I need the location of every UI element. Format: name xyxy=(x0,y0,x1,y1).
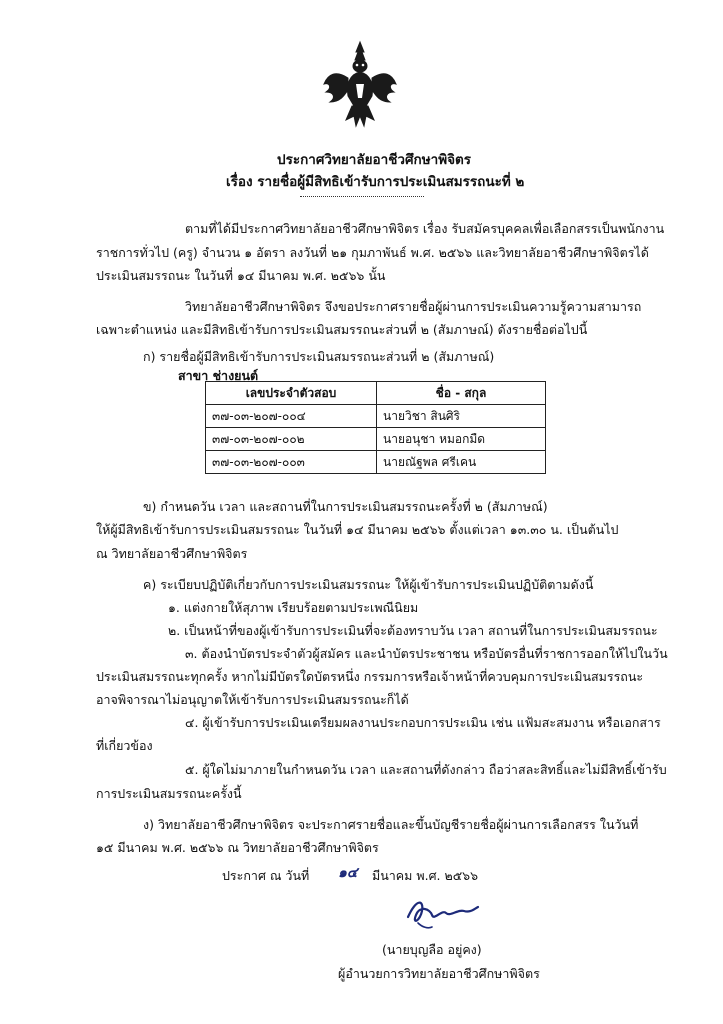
announcement-title: ประกาศวิทยาลัยอาชีวศึกษาพิจิตร xyxy=(277,152,472,168)
candidate-name-cell: นายวิชา สินศิริ xyxy=(377,405,546,428)
rule-item-4-line2: ที่เกี่ยวข้อง xyxy=(96,738,153,753)
signer-title: ผู้อำนวยการวิทยาลัยอาชีวศึกษาพิจิตร xyxy=(338,966,540,981)
table-row xyxy=(206,428,546,451)
section-a-heading: ก) รายชื่อผู้มีสิทธิเข้ารับการประเมินสมรรถนะส่วนที่ ๒ (สัมภาษณ์) xyxy=(143,349,495,364)
garuda-emblem-icon xyxy=(322,40,398,128)
exam-id-cell: ๓๗-๐๓-๒๐๗-๐๐๒ xyxy=(206,428,377,451)
signer-name: (นายบุญลือ อยู่คง) xyxy=(382,942,482,957)
rule-item-3-line1: ๓. ต้องนำบัตรประจำตัวผู้สมัคร และนำบัตรประชาชน หรือบัตรอื่นที่ราชการออกให้ไปในวัน xyxy=(185,646,668,661)
candidate-name-cell: นายอนุชา หมอกมืด xyxy=(377,428,546,451)
intro-p2-line1: วิทยาลัยอาชีวศึกษาพิจิตร จึงขอประกาศรายชื่อผู้ผ่านการประเมินความรู้ความสามารถ xyxy=(185,299,642,314)
announcement-subject: เรื่อง รายชื่อผู้มีสิทธิเข้ารับการประเมินสมรรถนะที่ ๒ xyxy=(226,174,525,190)
section-d-line2: ๑๕ มีนาคม พ.ศ. ๒๕๖๖ ณ วิทยาลัยอาชีวศึกษาพิจิตร xyxy=(96,840,379,855)
column-header-name: ชื่อ - สกุล xyxy=(377,382,546,405)
intro-p1-line1: ตามที่ได้มีประกาศวิทยาลัยอาชีวศึกษาพิจิตร เรื่อง รับสมัครบุคคลเพื่อเลือกสรรเป็นพนักงาน xyxy=(185,221,665,236)
handwritten-day: ๑๔ xyxy=(338,865,358,881)
rule-item-3-line3: อาจพิจารณาไม่อนุญาตให้เข้ารับการประเมินสมรรถนะก็ได้ xyxy=(96,692,409,707)
section-b-line1: ข) กำหนดวัน เวลา และสถานที่ในการประเมินสมรรถนะครั้งที่ ๒ (สัมภาษณ์) xyxy=(143,499,548,514)
candidate-name-cell: นายณัฐพล ศรีเคน xyxy=(377,451,546,474)
announce-date-prefix: ประกาศ ณ วันที่ xyxy=(222,868,310,883)
intro-p1-line3: ประเมินสมรรถนะ ในวันที่ ๑๔ มีนาคม พ.ศ. ๒๕๖๖ นั้น xyxy=(96,268,386,283)
rule-item-5-line2: การประเมินสมรรถนะครั้งนี้ xyxy=(96,786,242,801)
candidate-table xyxy=(205,381,546,474)
rule-item-4-line1: ๔. ผู้เข้ารับการประเมินเตรียมผลงานประกอบการประเมิน เช่น แฟ้มสะสมงาน หรือเอกสาร xyxy=(185,715,661,730)
exam-id-cell: ๓๗-๐๓-๒๐๗-๐๐๔ xyxy=(206,405,377,428)
section-b-line3: ณ วิทยาลัยอาชีวศึกษาพิจิตร xyxy=(96,546,248,561)
rule-item-3-line2: ประเมินสมรรถนะทุกครั้ง หากไม่มีบัตรใดบัตรหนึ่ง กรรมการหรือเจ้าหน้าที่ควบคุมการประเมินสมรรถนะ xyxy=(96,669,644,684)
table-header-row xyxy=(206,382,546,405)
section-d-line1: ง) วิทยาลัยอาชีวศึกษาพิจิตร จะประกาศรายชื่อและขึ้นบัญชีรายชื่อผู้ผ่านการเลือกสรร ในวันที่ xyxy=(143,817,639,832)
title-divider xyxy=(300,196,424,197)
column-header-exam-id: เลขประจำตัวสอบ xyxy=(206,382,377,405)
rule-item-1: ๑. แต่งกายให้สุภาพ เรียบร้อยตามประเพณีนิยม xyxy=(168,600,419,615)
signature-icon xyxy=(402,895,482,933)
intro-p1-line2: ราชการทั่วไป (ครู) จำนวน ๑ อัตรา ลงวันที่ ๒๑ กุมภาพันธ์ พ.ศ. ๒๕๖๖ และวิทยาลัยอาชีวศึกษาพิจิตรได้ xyxy=(96,245,649,260)
section-b-line2: ให้ผู้มีสิทธิเข้ารับการประเมินสมรรถนะ ในวันที่ ๑๔ มีนาคม ๒๕๖๖ ตั้งแต่เวลา ๑๓.๓๐ น. เป็นต้นไป xyxy=(96,522,619,537)
intro-p2-line2: เฉพาะตำแหน่ง และมีสิทธิเข้ารับการประเมินสมรรถนะส่วนที่ ๒ (สัมภาษณ์) ดังรายชื่อต่อไปนี้ xyxy=(96,322,588,337)
exam-id-cell: ๓๗-๐๓-๒๐๗-๐๐๓ xyxy=(206,451,377,474)
section-c-heading: ค) ระเบียบปฏิบัติเกี่ยวกับการประเมินสมรรถนะ ให้ผู้เข้ารับการประเมินปฏิบัติตามดังนี้ xyxy=(143,577,594,592)
rule-item-2: ๒. เป็นหน้าที่ของผู้เข้ารับการประเมินที่จะต้องทราบวัน เวลา สถานที่ในการประเมินสมรรถนะ xyxy=(168,623,658,638)
announce-date-suffix: มีนาคม พ.ศ. ๒๕๖๖ xyxy=(372,868,479,883)
table-row xyxy=(206,405,546,428)
rule-item-5-line1: ๕. ผู้ใดไม่มาภายในกำหนดวัน เวลา และสถานที่ดังกล่าว ถือว่าสละสิทธิ์และไม่มีสิทธิ์เข้ารับ xyxy=(185,762,667,777)
table-row xyxy=(206,451,546,474)
branch-label: สาขา ช่างยนต์ xyxy=(178,368,259,383)
